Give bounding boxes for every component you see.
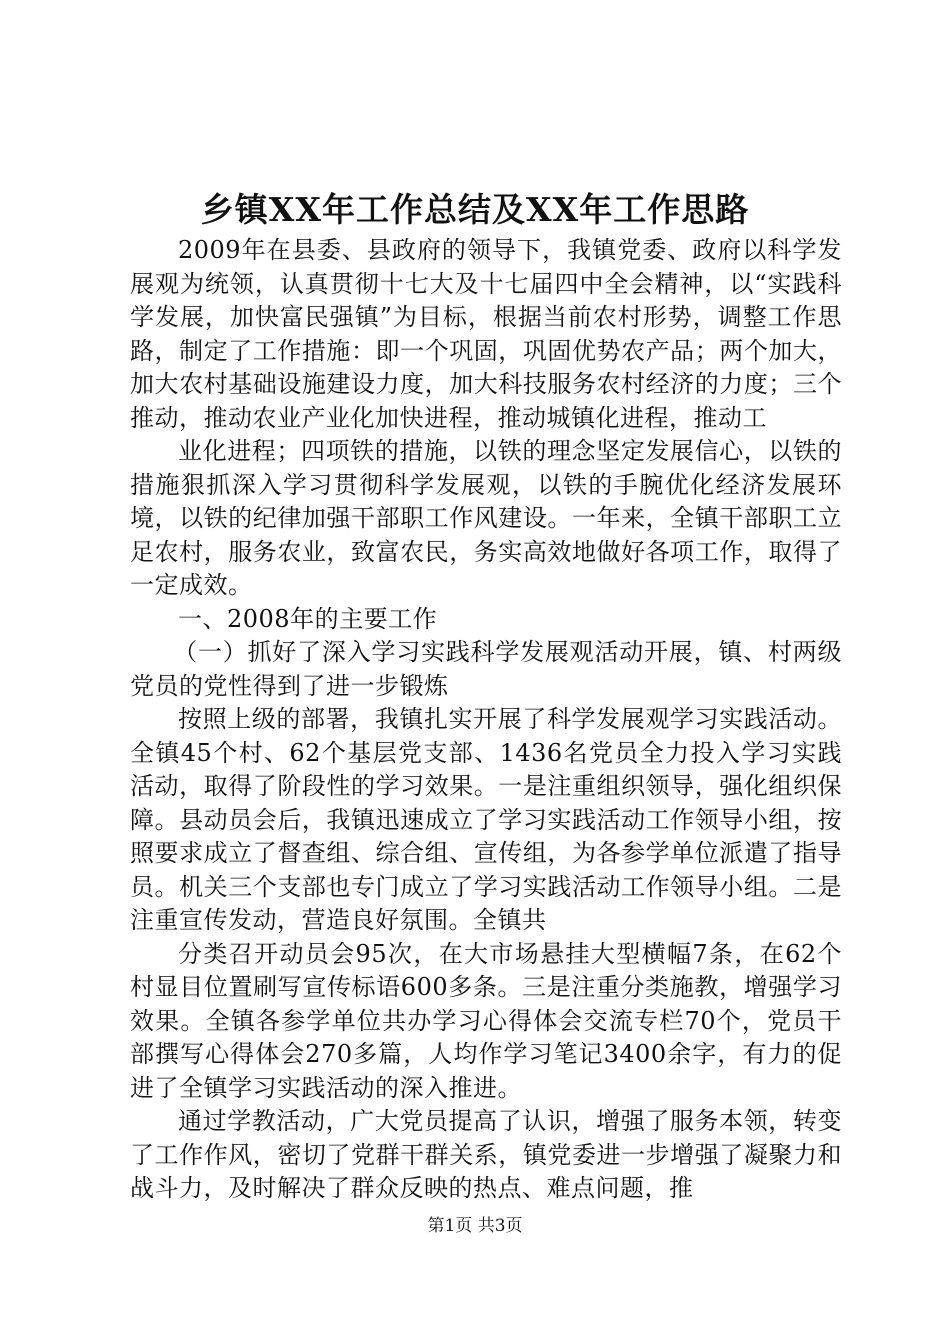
section-heading: 一、2008年的主要工作 [178,604,438,633]
paragraph-intro: 2009年在县委、县政府的领导下，我镇党委、政府以科学发展观为统领，认真贯彻十七大及十七届四中全会精神，以“实践科学发展，加快富民强镇”为目标，根据当前农村形势，调整工作思路，制定了工作措施：即一个巩固，巩固优势农产品；两个加大，加大农村基础设施建设力度，加大科技服务农村经济的力度；三个推动，推动农业产业化加快进程，推动城镇化进程，推动工 [130,236,842,432]
document-body [130,234,842,1206]
paragraph-study-results: 分类召开动员会95次，在大市场悬挂大型横幅7条，在62个村显目位置刷写宣传标语600多条。三是注重分类施教，增强学习效果。全镇各参学单位共办学习心得体会交流专栏70个，党员干部撰写心得体会270多篇，人均作学习笔记3400余字，有力的促进了全镇学习实践活动的深入推进。 [130,939,842,1102]
page-number: 第1页 共3页 [427,1216,523,1236]
paragraph-outcomes: 通过学教活动，广大党员提高了认识，增强了服务本领，转变了工作作风，密切了党群干群关系，镇党委进一步增强了凝聚力和战斗力，及时解决了群众反映的热点、难点问题，推 [130,1107,842,1202]
document-title: 乡镇XX年工作总结及XX年工作思路 [200,190,750,229]
subsection-heading: （一）抓好了深入学习实践科学发展观活动开展，镇、村两级党员的党性得到了进一步锻炼 [130,638,842,700]
paragraph-intro-continued: 业化进程；四项铁的措施，以铁的理念坚定发展信心，以铁的措施狠抓深入学习贯彻科学发展观，以铁的手腕优化经济发展环境，以铁的纪律加强干部职工作风建设。一年来，全镇干部职工立足农村，服务农业，致富农民，务实高效地做好各项工作，取得了一定成效。 [130,437,842,599]
paragraph-study-activity: 按照上级的部署，我镇扎实开展了科学发展观学习实践活动。全镇45个村、62个基层党支部、1436名党员全力投入学习实践活动，取得了阶段性的学习效果。一是注重组织领导，强化组织保障。县动员会后，我镇迅速成立了学习实践活动工作领导小组，按照要求成立了督查组、综合组、宣传组，为各参学单位派遣了指导员。机关三个支部也专门成立了学习实践活动工作领导小组。二是注重宣传发动，营造良好氛围。全镇共 [130,705,842,934]
